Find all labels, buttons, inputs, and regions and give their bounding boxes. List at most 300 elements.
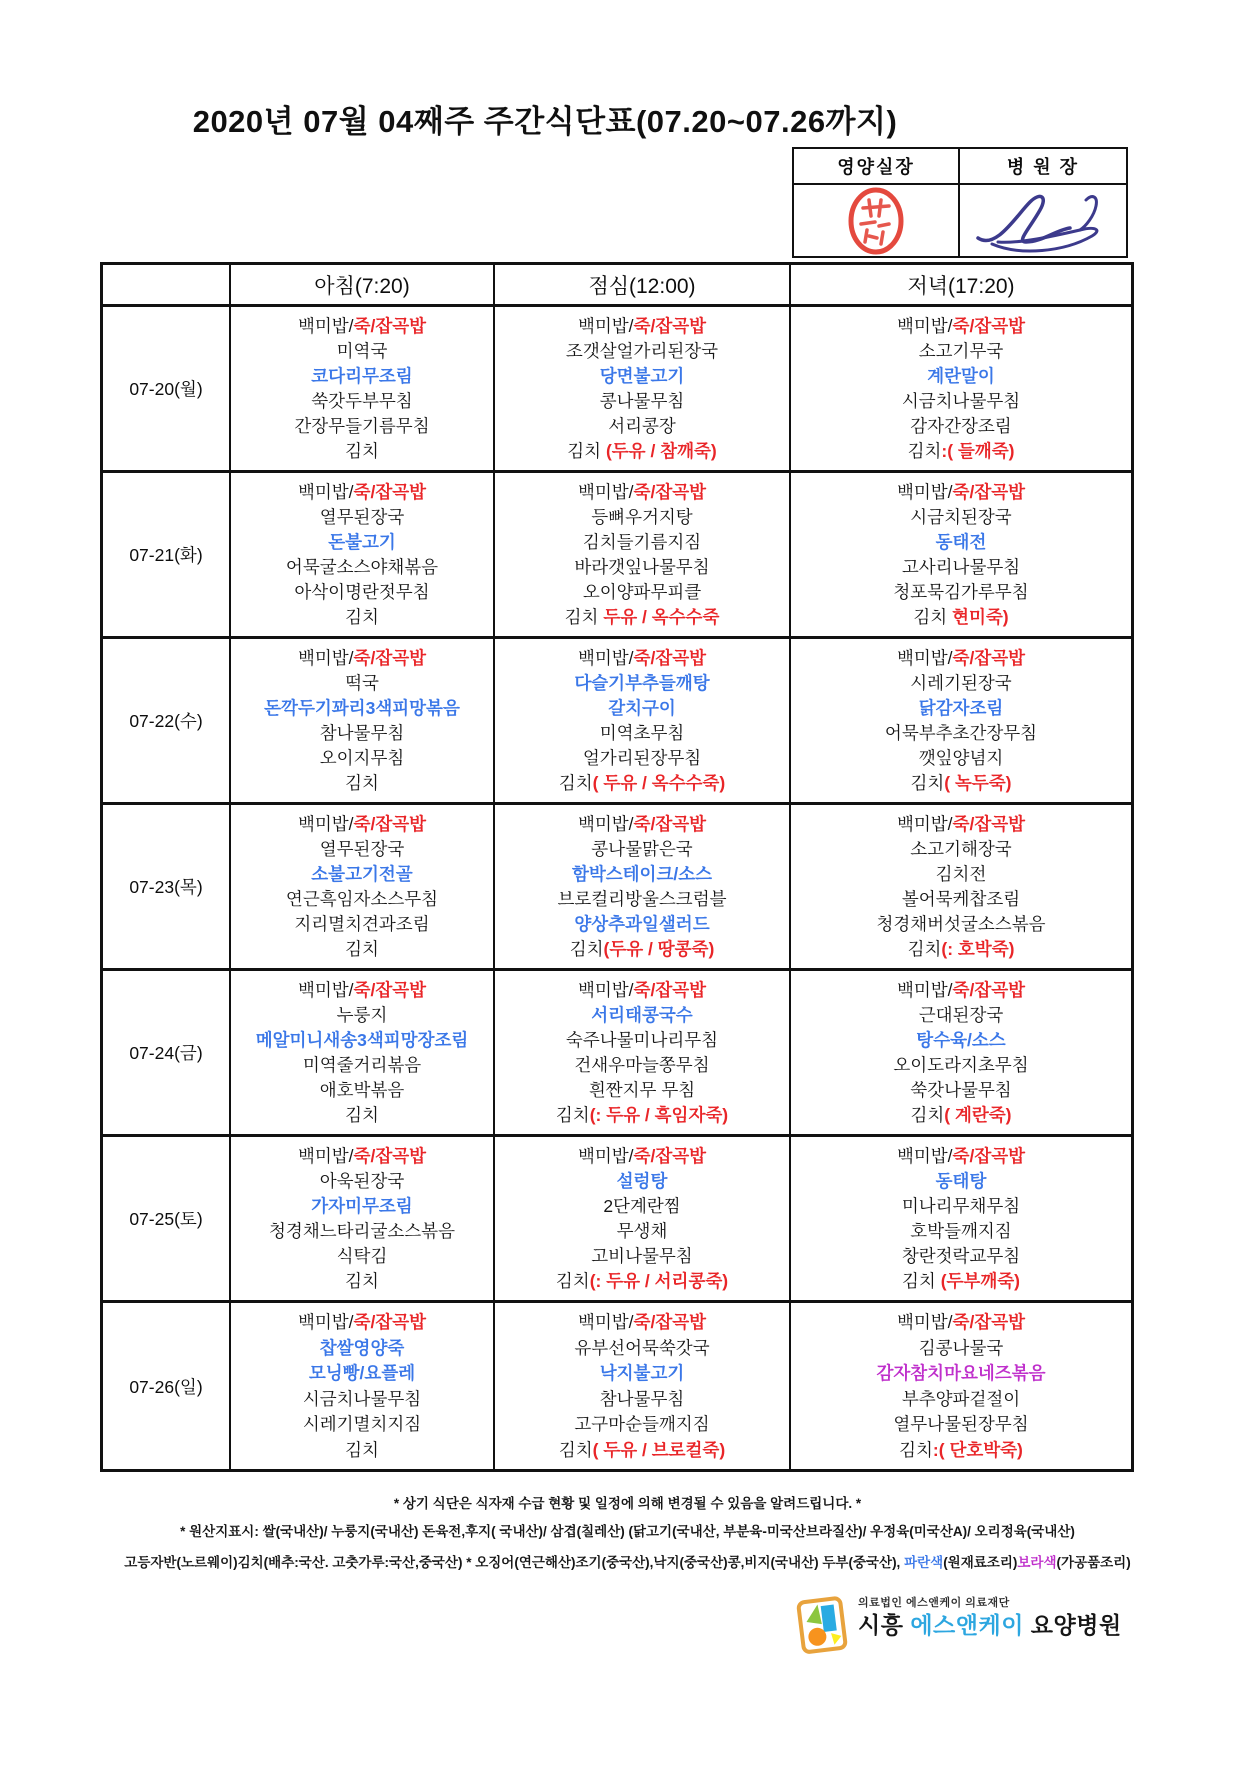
text-segment: 김치 [345, 1104, 379, 1125]
text-segment: 죽/잡곡밥 [633, 813, 707, 834]
menu-line [617, 1171, 668, 1191]
menu-line [897, 814, 1025, 834]
text-segment: 김치 [902, 1270, 941, 1291]
hospital-name-line [858, 1613, 1122, 1637]
text-segment: 흰짠지무 무침 [588, 1079, 696, 1100]
meal-cell [231, 1137, 495, 1303]
text-segment: 갈치구이 [608, 697, 676, 718]
text-segment: 현미죽) [952, 606, 1009, 627]
approval-header-director [960, 149, 1126, 185]
text-segment: 백미밥/ [896, 979, 953, 1000]
menu-line [910, 1105, 1011, 1125]
text-segment: 가자미무조림 [311, 1195, 413, 1216]
menu-line [303, 1414, 421, 1434]
menu-line [908, 441, 1015, 461]
text-segment: 서리콩장 [608, 415, 676, 436]
text-segment: 감자참치마요네즈볶음 [876, 1363, 1046, 1384]
approval-table [792, 147, 1128, 258]
menu-line [913, 607, 1008, 627]
text-segment: 미역초무침 [599, 722, 685, 743]
text-segment: 죽/잡곡밥 [952, 315, 1026, 336]
text-segment: 애호박볶음 [319, 1079, 405, 1100]
text-segment: 계란말이 [927, 365, 995, 386]
text-segment: 열무나물된장무침 [893, 1414, 1029, 1435]
text-segment: 파란색 [904, 1555, 944, 1570]
text-segment: 김치 [345, 440, 379, 461]
meal-cell [791, 1137, 1131, 1303]
menu-line [897, 980, 1025, 1000]
text-segment: 창란젓락교무침 [901, 1245, 1021, 1266]
menu-line [600, 723, 685, 743]
header-cell-empty [103, 265, 231, 307]
menu-line [345, 939, 379, 959]
text-segment: 아삭이명란젓무침 [294, 581, 430, 602]
footnote-origin-2 [0, 1551, 1255, 1571]
menu-line [264, 698, 460, 718]
menu-line [600, 1363, 685, 1383]
red-stamp-icon [845, 186, 907, 256]
text-segment: 백미밥/ [297, 1312, 354, 1333]
menu-line [286, 889, 438, 909]
menu-line [556, 1105, 728, 1125]
hospital-logo-text [858, 1594, 1122, 1637]
text-segment: 2단계란찜 [603, 1195, 681, 1216]
text-segment: 다슬기부추들깨탕 [574, 672, 710, 693]
menu-line [345, 1271, 379, 1291]
text-segment: 백미밥/ [896, 1145, 953, 1166]
menu-line [600, 366, 685, 386]
date-cell: 07-21(화) [103, 473, 231, 639]
menu-line [294, 582, 429, 602]
text-segment: (원재료조리) [943, 1555, 1018, 1570]
text-segment: 식탁김 [336, 1245, 388, 1266]
date-cell: 07-20(월) [103, 307, 231, 473]
text-segment: 미나리무채무침 [901, 1195, 1021, 1216]
menu-line [910, 839, 1011, 859]
text-segment: 김치 [567, 440, 606, 461]
menu-line [298, 648, 426, 668]
menu-line [591, 1246, 692, 1266]
text-segment: 시레기멸치지짐 [302, 1414, 422, 1435]
text-segment: 백미밥/ [896, 1312, 953, 1333]
text-segment: 오이도라지초무침 [893, 1054, 1029, 1075]
menu-line [885, 723, 1037, 743]
menu-line [583, 748, 701, 768]
text-segment: 김치 [345, 1439, 379, 1460]
text-segment: 쑥갓두부무침 [311, 390, 413, 411]
meal-cell [791, 307, 1131, 473]
text-segment: 코다리무조림 [311, 365, 413, 386]
text-segment: 쑥갓나물무침 [910, 1079, 1012, 1100]
text-segment: 김치 [564, 606, 604, 627]
page-title: 2020년 07월 04째주 주간식단표(07.20~07.26까지) [192, 104, 898, 139]
signature-icon [968, 186, 1118, 256]
text-segment: 죽/잡곡밥 [353, 979, 427, 1000]
text-segment: 당면불고기 [599, 365, 685, 386]
text-segment: 참나물무침 [319, 722, 405, 743]
text-segment: 백미밥/ [577, 1312, 634, 1333]
text-segment: 김치 [899, 1439, 933, 1460]
header-cell-meal: 아침(7:20) [231, 265, 495, 307]
text-segment: 요양병원 [1023, 1611, 1122, 1638]
menu-line [345, 1105, 379, 1125]
menu-line [345, 441, 379, 461]
text-segment: 죽/잡곡밥 [952, 979, 1026, 1000]
text-segment: 죽/잡곡밥 [633, 315, 707, 336]
menu-line [269, 1221, 455, 1241]
text-segment: 죽/잡곡밥 [633, 979, 707, 1000]
text-segment: 찹쌀영양죽 [319, 1337, 405, 1358]
menu-line [311, 391, 412, 411]
text-segment: (: 두유 / 흑임자죽) [589, 1104, 729, 1125]
text-segment: 백미밥/ [577, 647, 634, 668]
menu-line [298, 482, 426, 502]
menu-line [567, 441, 716, 461]
text-segment: 닭감자조림 [918, 697, 1004, 718]
menu-line [897, 1312, 1025, 1332]
text-segment: 김치 [907, 938, 942, 959]
approval-header-nutrition [794, 149, 960, 185]
text-segment: 죽/잡곡밥 [633, 481, 707, 502]
approval-signature-cell [960, 185, 1126, 256]
menu-line [574, 673, 709, 693]
text-segment: 김치 [907, 440, 942, 461]
header-cell-meal: 저녁(17:20) [791, 265, 1131, 307]
text-segment: 열무된장국 [319, 838, 405, 859]
text-segment: 동태탕 [935, 1170, 987, 1191]
menu-line [556, 1271, 728, 1291]
text-segment: 콩나물맑은국 [591, 838, 693, 859]
menu-line [345, 1440, 379, 1460]
text-segment: 백미밥/ [896, 315, 953, 336]
text-segment: 백미밥/ [896, 481, 953, 502]
menu-line [936, 864, 987, 884]
menu-line [311, 366, 412, 386]
text-segment: (: 두유 / 서리콩죽) [589, 1270, 729, 1291]
text-segment: 죽/잡곡밥 [353, 1145, 427, 1166]
meal-cell [495, 1137, 791, 1303]
text-segment: 죽/잡곡밥 [633, 1145, 707, 1166]
menu-line [578, 482, 706, 502]
meal-cell [231, 307, 495, 473]
text-segment: 죽/잡곡밥 [633, 647, 707, 668]
text-segment: 탕수육/소스 [916, 1029, 1006, 1050]
menu-line [574, 1055, 709, 1075]
menu-line [566, 1030, 718, 1050]
menu-line [908, 939, 1015, 959]
text-segment: 백미밥/ [297, 481, 354, 502]
text-segment: 청경채버섯굴소스볶음 [876, 913, 1046, 934]
menu-line [902, 1389, 1020, 1409]
text-segment: 죽/잡곡밥 [353, 315, 427, 336]
menu-line [320, 1171, 405, 1191]
menu-line [298, 1312, 426, 1332]
text-segment: 떡국 [345, 672, 379, 693]
text-segment: 아욱된장국 [319, 1170, 405, 1191]
approval-stamp-cell [794, 185, 960, 256]
menu-line [578, 648, 706, 668]
menu-line [876, 1363, 1045, 1383]
menu-line [617, 1221, 668, 1241]
text-segment: 시금치나물무침 [901, 390, 1021, 411]
text-segment: ( 녹두죽) [944, 772, 1012, 793]
menu-line [583, 532, 701, 552]
menu-line [919, 748, 1004, 768]
menu-line [320, 1080, 405, 1100]
text-segment: 오이지무침 [319, 747, 405, 768]
text-segment: 청경채느타리굴소스볶음 [269, 1220, 455, 1241]
text-segment: 백미밥/ [577, 813, 634, 834]
menu-line [910, 773, 1011, 793]
menu-line [902, 557, 1020, 577]
date-cell: 07-26(일) [103, 1303, 231, 1469]
menu-line [557, 889, 726, 909]
text-segment: 낙지불고기 [599, 1363, 685, 1384]
menu-line [286, 557, 438, 577]
text-segment: 호박들깨지짐 [910, 1220, 1012, 1241]
menu-line [337, 341, 388, 361]
menu-line [345, 607, 379, 627]
hospital-logo-icon [796, 1594, 850, 1656]
text-segment: 백미밥/ [577, 481, 634, 502]
text-segment: 백미밥/ [297, 315, 354, 336]
menu-line [591, 839, 692, 859]
menu-line [298, 980, 426, 1000]
meal-cell [231, 473, 495, 639]
text-segment: 김콩나물국 [918, 1337, 1004, 1358]
meal-cell [791, 971, 1131, 1137]
menu-line [897, 648, 1025, 668]
menu-line [294, 416, 429, 436]
menu-line [320, 1338, 405, 1358]
meal-cell [791, 639, 1131, 805]
text-segment: 돈깍두기꽈리3색피망볶음 [264, 697, 460, 718]
text-segment: 누룽지 [336, 1004, 388, 1025]
text-segment: 시흥 [858, 1611, 911, 1638]
meal-cell [495, 639, 791, 805]
menu-line [919, 698, 1004, 718]
menu-line [589, 1080, 695, 1100]
text-segment: 미역국 [336, 340, 388, 361]
menu-line [897, 316, 1025, 336]
text-segment: 참나물무침 [599, 1388, 685, 1409]
text-segment: 죽/잡곡밥 [952, 481, 1026, 502]
text-segment: 깻잎양념지 [918, 747, 1004, 768]
menu-line [298, 814, 426, 834]
menu-line [298, 1146, 426, 1166]
menu-line [591, 507, 692, 527]
text-segment: (: 호박죽) [941, 938, 1015, 959]
text-segment: 김치들기름지짐 [582, 531, 702, 552]
text-segment: 죽/잡곡밥 [353, 481, 427, 502]
meal-cell [231, 805, 495, 971]
menu-line [919, 341, 1004, 361]
meal-cell [495, 473, 791, 639]
menu-line [897, 482, 1025, 502]
text-segment: 백미밥/ [577, 979, 634, 1000]
menu-line [574, 557, 709, 577]
menu-line [320, 723, 405, 743]
text-segment: 죽/잡곡밥 [353, 813, 427, 834]
text-segment: ( 두유 / 브로컬죽) [592, 1439, 726, 1460]
text-segment: 김치 [345, 938, 379, 959]
footnote-origin-1: * 원산지표시: 쌀(국내산)/ 누룽지(국내산) 돈육전,후지( 국내산)/ 삼겹(칠레산) (닭고기(국내산, 부분육-미국산브라질산)/ 우정육(미국산A)/ 오리정육(국내산) [180, 1524, 1075, 1539]
menu-line [294, 914, 429, 934]
text-segment: (가공품조리) [1056, 1555, 1131, 1570]
menu-line [337, 1246, 388, 1266]
menu-line [578, 1312, 706, 1332]
date-cell: 07-23(목) [103, 805, 231, 971]
menu-line [559, 773, 725, 793]
approval-label-nutrition: 영양실장 [837, 157, 915, 177]
text-segment: 어묵부추초간장무침 [884, 722, 1038, 743]
header-cell-meal: 점심(12:00) [495, 265, 791, 307]
text-segment: 볼어묵케찹조림 [901, 888, 1021, 909]
text-segment: 김치 [569, 938, 604, 959]
meal-cell [231, 1303, 495, 1469]
text-segment: :( 들깨죽) [941, 440, 1015, 461]
menu-line [559, 1440, 725, 1460]
meal-cell [791, 805, 1131, 971]
text-segment: 오이양파무피클 [582, 581, 702, 602]
menu-line [566, 341, 718, 361]
menu-line [910, 1221, 1011, 1241]
text-segment: 간장무들기름무침 [294, 415, 430, 436]
menu-line [578, 980, 706, 1000]
menu-line [608, 698, 676, 718]
text-segment: 백미밥/ [896, 647, 953, 668]
date-cell: 07-22(수) [103, 639, 231, 805]
text-segment: 백미밥/ [297, 647, 354, 668]
text-segment: 동태전 [935, 531, 987, 552]
text-segment: 얼가리된장무침 [582, 747, 702, 768]
text-segment: 백미밥/ [577, 315, 634, 336]
text-segment: 고사리나물무침 [901, 556, 1021, 577]
menu-line [570, 939, 715, 959]
menu-line [345, 773, 379, 793]
menu-line [591, 1005, 692, 1025]
menu-line [893, 1414, 1028, 1434]
meal-cell [231, 639, 495, 805]
text-segment: 죽/잡곡밥 [633, 1312, 707, 1333]
menu-line [910, 673, 1011, 693]
text-segment: 김치 [345, 606, 379, 627]
text-segment: 고비나물무침 [591, 1245, 693, 1266]
menu-line [328, 532, 396, 552]
menu-line [902, 889, 1020, 909]
text-segment: 조갯살얼가리된장국 [565, 340, 719, 361]
date-cell: 07-25(토) [103, 1137, 231, 1303]
text-segment: 브로컬리방울스크럼블 [557, 888, 727, 909]
menu-line [936, 532, 987, 552]
text-segment: 김치 [555, 1270, 590, 1291]
text-segment: 함박스테이크/소스 [571, 863, 713, 884]
menu-line [298, 316, 426, 336]
text-segment: 모닝빵/요플레 [308, 1363, 416, 1384]
text-segment: (두부깨죽) [940, 1270, 1020, 1291]
text-segment: 죽/잡곡밥 [952, 1145, 1026, 1166]
text-segment: 바라갯잎나물무침 [574, 556, 710, 577]
text-segment: 김치 [558, 1439, 593, 1460]
menu-line [320, 839, 405, 859]
text-segment: 죽/잡곡밥 [353, 1312, 427, 1333]
text-segment: 죽/잡곡밥 [952, 813, 1026, 834]
menu-line [902, 1246, 1020, 1266]
text-segment: 백미밥/ [577, 1145, 634, 1166]
text-segment: 시레기된장국 [910, 672, 1012, 693]
menu-line [574, 914, 709, 934]
text-segment: :( 단호박죽) [932, 1439, 1023, 1460]
menu-line [897, 1146, 1025, 1166]
menu-line [320, 748, 405, 768]
text-segment: 소고기무국 [918, 340, 1004, 361]
menu-table [100, 262, 1134, 1472]
menu-line [309, 1363, 415, 1383]
menu-line [902, 1271, 1020, 1291]
text-segment: 시금치나물무침 [302, 1388, 422, 1409]
menu-line [578, 814, 706, 834]
menu-line [916, 1030, 1005, 1050]
text-segment: 백미밥/ [896, 813, 953, 834]
text-segment: 김치 [345, 772, 379, 793]
text-segment: 에스앤케이 [910, 1611, 1024, 1638]
text-segment: 소불고기전골 [311, 863, 413, 884]
menu-line [303, 1389, 421, 1409]
text-segment: 죽/잡곡밥 [952, 647, 1026, 668]
menu-line [311, 1196, 412, 1216]
text-segment: 근대된장국 [918, 1004, 1004, 1025]
text-segment: 두유 / 옥수수죽 [603, 606, 720, 627]
meal-cell [495, 805, 791, 971]
text-segment: 김치 [913, 606, 953, 627]
text-segment: ( 두유 / 옥수수죽) [592, 772, 726, 793]
meal-cell [495, 307, 791, 473]
text-segment: (두유 / 참깨죽) [605, 440, 717, 461]
text-segment: 설렁탕 [616, 1170, 668, 1191]
text-segment: 소고기해장국 [910, 838, 1012, 859]
text-segment: 연근흑임자소스무침 [285, 888, 439, 909]
menu-line [574, 1338, 709, 1358]
footnote-change-notice: * 상기 식단은 식자재 수급 현황 및 일정에 의해 변경될 수 있음을 알려드립니다. * [393, 1496, 862, 1511]
menu-line [303, 1055, 421, 1075]
text-segment: 양상추과일샐러드 [574, 913, 710, 934]
text-segment: 콩나물무침 [599, 390, 685, 411]
menu-line [600, 391, 685, 411]
menu-line [600, 1389, 685, 1409]
menu-line [902, 391, 1020, 411]
text-segment: 백미밥/ [297, 979, 354, 1000]
meal-cell [231, 971, 495, 1137]
text-segment: 무생채 [616, 1220, 668, 1241]
text-segment: 김치 [910, 1104, 945, 1125]
menu-line [910, 416, 1011, 436]
text-segment: 김치 [558, 772, 593, 793]
text-segment: (두유 / 땅콩죽) [603, 938, 715, 959]
menu-line [936, 1171, 987, 1191]
menu-line [578, 1146, 706, 1166]
menu-line [893, 582, 1028, 602]
menu-line [876, 914, 1045, 934]
menu-line [345, 673, 379, 693]
meal-cell [495, 971, 791, 1137]
text-segment: 미역줄거리볶음 [302, 1054, 422, 1075]
text-segment: 지리멸치견과조림 [294, 913, 430, 934]
menu-line [927, 366, 995, 386]
approval-label-director: 병 원 장 [1006, 157, 1080, 177]
meal-cell [791, 473, 1131, 639]
text-segment: 시금치된장국 [910, 506, 1012, 527]
text-segment: 백미밥/ [297, 813, 354, 834]
